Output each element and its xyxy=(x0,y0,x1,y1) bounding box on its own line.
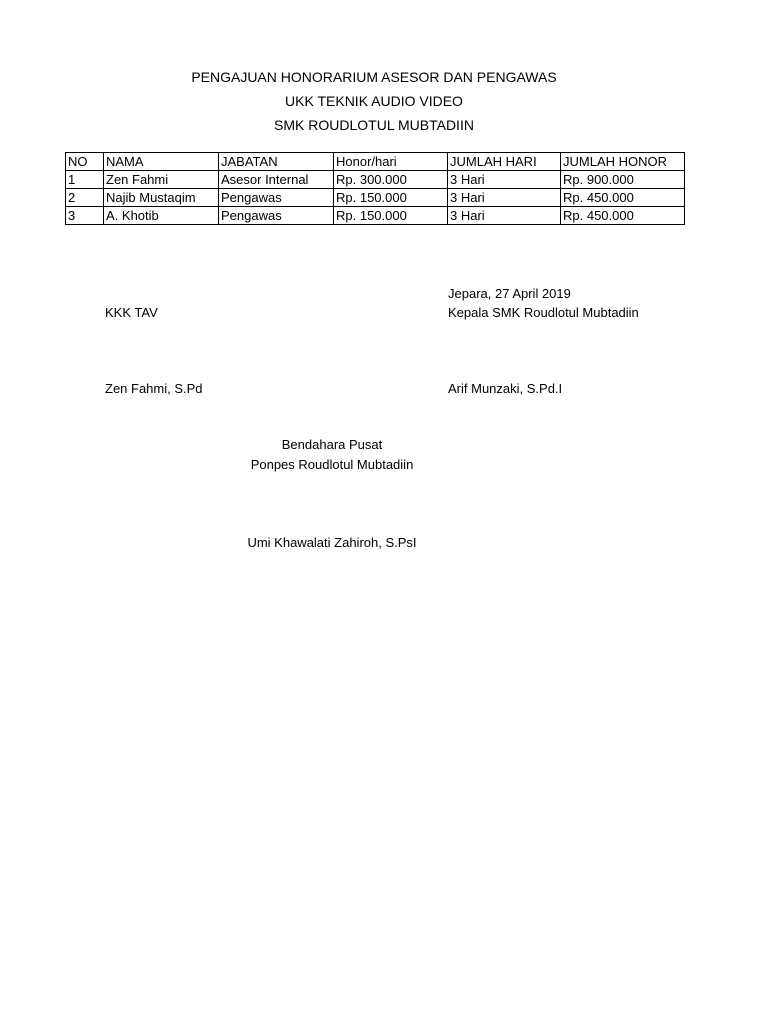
place-date: Jepara, 27 April 2019 xyxy=(448,286,571,301)
table-cell-nama: A. Khotib xyxy=(104,207,219,225)
table-cell-jumlah-honor: Rp. 900.000 xyxy=(561,171,685,189)
left-signer-role: KKK TAV xyxy=(105,305,158,320)
table-cell-jumlah-honor: Rp. 450.000 xyxy=(561,189,685,207)
column-header-jumlah-honor: JUMLAH HONOR xyxy=(561,153,685,171)
table-row xyxy=(66,189,685,207)
table-cell-jumlah-hari: 3 Hari xyxy=(448,171,561,189)
table-cell-nama: Najib Mustaqim xyxy=(104,189,219,207)
column-header-honor-hari: Honor/hari xyxy=(334,153,448,171)
table-cell-nama: Zen Fahmi xyxy=(104,171,219,189)
table-cell-jumlah-hari: 3 Hari xyxy=(448,207,561,225)
column-header-jumlah-hari: JUMLAH HARI xyxy=(448,153,561,171)
column-header-no: NO xyxy=(66,153,104,171)
center-signer-role-1: Bendahara Pusat xyxy=(281,437,383,452)
table-cell-honor-hari: Rp. 150.000 xyxy=(334,207,448,225)
table-cell-no: 1 xyxy=(66,171,104,189)
table-cell-no: 2 xyxy=(66,189,104,207)
table-cell-honor-hari: Rp. 300.000 xyxy=(334,171,448,189)
table-header-row xyxy=(66,153,685,171)
left-signer-name: Zen Fahmi, S.Pd xyxy=(105,381,203,396)
column-header-jabatan: JABATAN xyxy=(219,153,334,171)
table-row xyxy=(66,171,685,189)
honorarium-table xyxy=(65,152,685,225)
right-signer-role: Kepala SMK Roudlotul Mubtadiin xyxy=(448,305,639,320)
center-signer-name: Umi Khawalati Zahiroh, S.PsI xyxy=(247,535,417,550)
table-cell-jabatan: Pengawas xyxy=(219,189,334,207)
center-signer-role-2: Ponpes Roudlotul Mubtadiin xyxy=(250,457,414,472)
table-row xyxy=(66,207,685,225)
table-cell-jumlah-honor: Rp. 450.000 xyxy=(561,207,685,225)
column-header-nama: NAMA xyxy=(104,153,219,171)
table-cell-jabatan: Pengawas xyxy=(219,207,334,225)
table-cell-jumlah-hari: 3 Hari xyxy=(448,189,561,207)
title-line-2: UKK TEKNIK AUDIO VIDEO xyxy=(285,93,463,109)
title-line-1: PENGAJUAN HONORARIUM ASESOR DAN PENGAWAS xyxy=(191,69,557,85)
table-cell-honor-hari: Rp. 150.000 xyxy=(334,189,448,207)
table-cell-jabatan: Asesor Internal xyxy=(219,171,334,189)
title-line-3: SMK ROUDLOTUL MUBTADIIN xyxy=(274,117,474,133)
right-signer-name: Arif Munzaki, S.Pd.I xyxy=(448,381,563,396)
table-cell-no: 3 xyxy=(66,207,104,225)
